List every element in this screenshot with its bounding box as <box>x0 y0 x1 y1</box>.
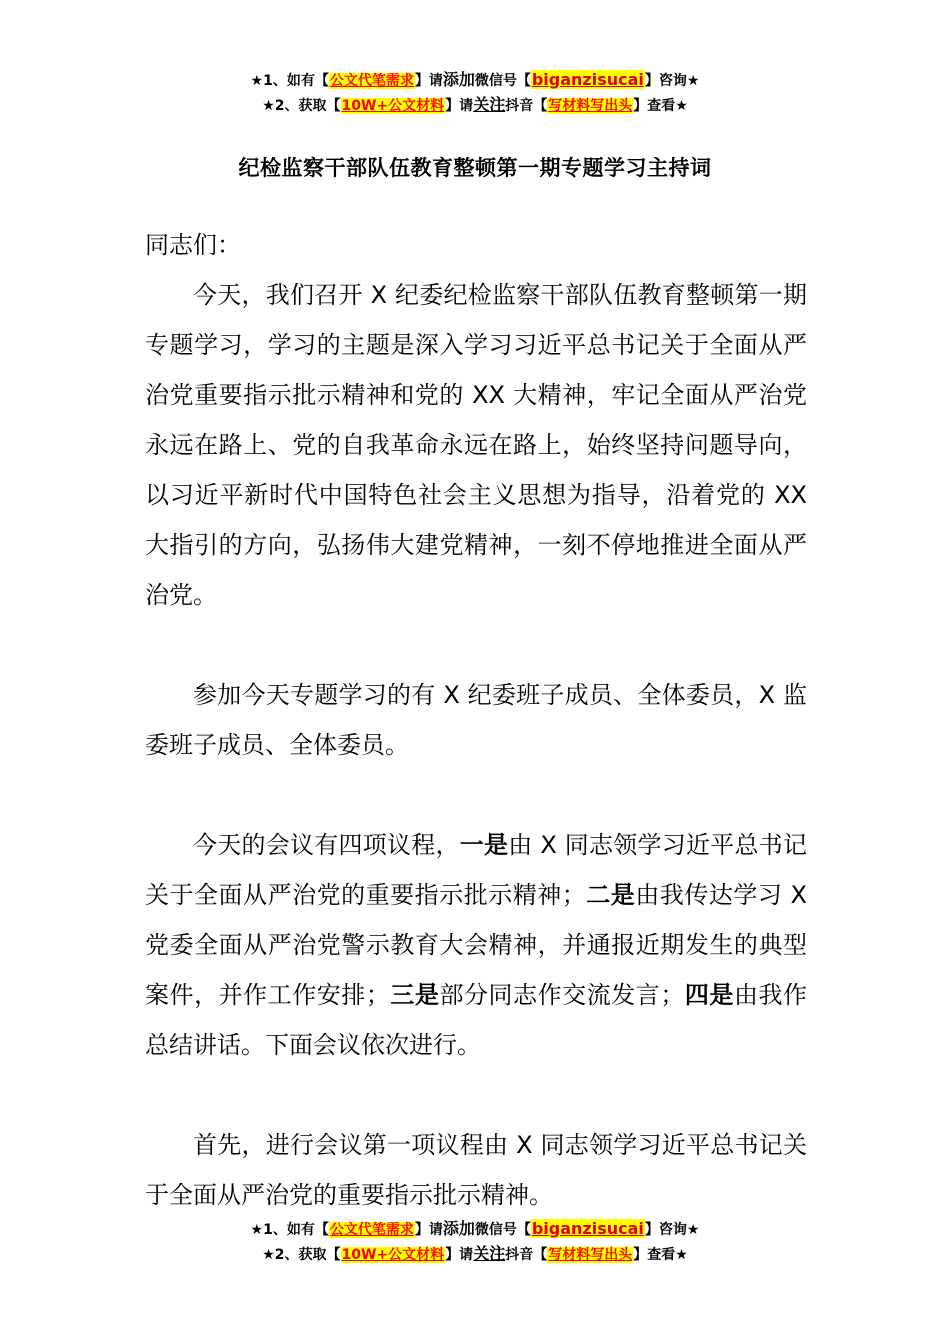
promo-banner-top <box>0 68 950 118</box>
promo-line-2: ★2、获取【10W+公文材料】请关注抖音【写材料写出头】查看★ <box>262 95 688 114</box>
document-body <box>145 220 807 1220</box>
agenda-label: 三是 <box>389 981 440 1009</box>
promo-banner-bottom <box>0 1217 950 1267</box>
paragraph-1: 今天，我们召开 X 纪委纪检监察干部队伍教育整顿第一期专题学习，学习的主题是深入学习习近平总书记关于全面从严治党重要指示批示精神和党的 XX 大精神，牢记全面从严治党永远在路上、党的自我革命永远在路上，始终坚持问题导向，以习近平新时代中国特色社会主义思想为指导，沿着党的 XX 大指引的方向，弘扬伟大建党精神，一刻不停地推进全面从严治党。 <box>145 281 807 609</box>
promo-highlight: 10W+公文材料 <box>341 98 445 114</box>
paragraph-3: 今天的会议有四项议程，一是由 X 同志领学习近平总书记关于全面从严治党的重要指示批示精神；二是由我传达学习 X 党委全面从严治党警示教育大会精神，并通报近期发生的典型案件，并作工作安排；三是部分同志作交流发言；四是由我作总结讲话。下面会议依次进行。 <box>145 831 808 1059</box>
promo-highlight: 10W+公文材料 <box>341 1247 445 1263</box>
agenda-label: 四是 <box>684 981 734 1009</box>
promo-highlight: 公文代笔需求 <box>329 1222 414 1238</box>
document-title: 纪检监察干部队伍教育整顿第一期专题学习主持词 <box>238 156 712 180</box>
paragraph-2: 参加今天专题学习的有 X 纪委班子成员、全体委员，X 监委班子成员、全体委员。 <box>145 681 807 759</box>
promo-wechat-id: biganzisucai <box>531 1219 644 1238</box>
promo-line-1: ★1、如有【公文代笔需求】请添加微信号【biganzisucai】咨询★ <box>250 70 700 89</box>
promo-line-1: ★1、如有【公文代笔需求】请添加微信号【biganzisucai】咨询★ <box>250 1219 700 1238</box>
promo-highlight: 公文代笔需求 <box>329 73 414 89</box>
salutation: 同志们： <box>145 231 241 259</box>
agenda-label: 二是 <box>585 881 636 909</box>
promo-douyin-id: 写材料写出头 <box>548 98 633 114</box>
paragraph-4: 首先，进行会议第一项议程由 X 同志领学习近平总书记关于全面从严治党的重要指示批示精神。 <box>145 1131 807 1209</box>
agenda-label: 一是 <box>459 831 509 859</box>
promo-wechat-id: biganzisucai <box>531 70 644 89</box>
promo-line-2: ★2、获取【10W+公文材料】请关注抖音【写材料写出头】查看★ <box>262 1244 688 1263</box>
promo-douyin-id: 写材料写出头 <box>548 1247 633 1263</box>
